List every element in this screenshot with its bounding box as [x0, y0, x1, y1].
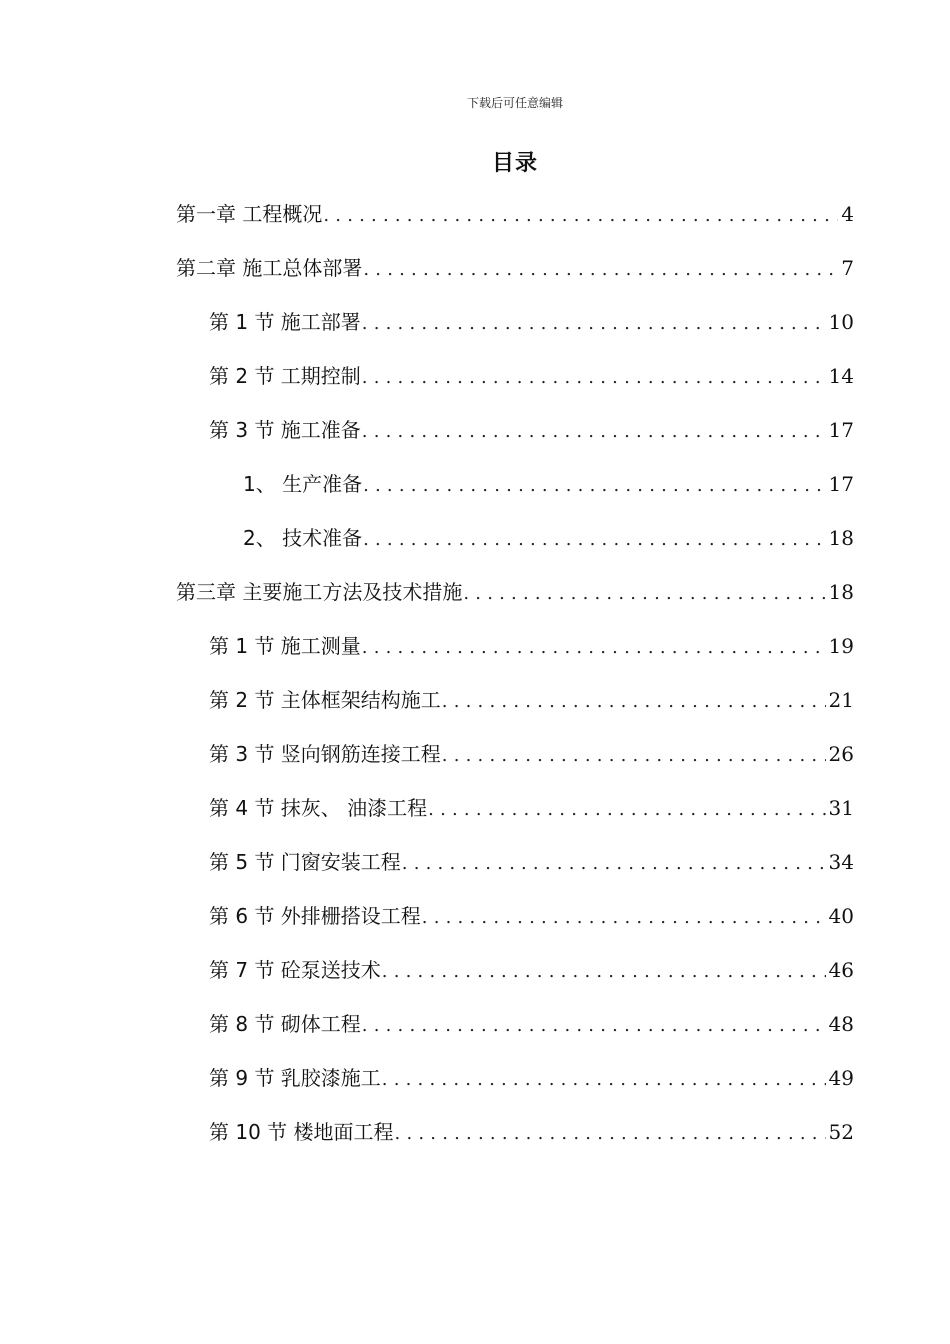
toc-dot-leader [362, 414, 826, 448]
toc-dot-leader [442, 684, 826, 718]
toc-entry-label: 第 2 节 工期控制 [209, 364, 361, 388]
toc-entry-label: 第 8 节 砌体工程 [209, 1012, 361, 1036]
toc-entry-page: 19 [828, 634, 854, 658]
toc-dot-leader [362, 306, 826, 340]
toc-entry-label: 第 5 节 门窗安装工程 [209, 850, 401, 874]
toc-entry[interactable] [209, 304, 854, 340]
toc-dot-leader [382, 954, 826, 988]
toc-dot-leader [402, 846, 826, 880]
toc-entry-label: 第 4 节 抹灰、 油漆工程 [209, 796, 428, 820]
toc-entry[interactable] [209, 1060, 854, 1096]
toc-entry-label: 2、 技术准备 [243, 526, 363, 550]
toc-entry-label: 第 2 节 主体框架结构施工 [209, 688, 441, 712]
toc-entry-page: 7 [841, 256, 854, 280]
toc-dot-leader [362, 360, 826, 394]
toc-entry[interactable] [209, 844, 854, 880]
toc-entry-label: 第 7 节 砼泵送技术 [209, 958, 381, 982]
toc-entry-label: 1、 生产准备 [243, 472, 363, 496]
toc-entry[interactable] [209, 1114, 854, 1150]
toc-entry-page: 49 [828, 1066, 854, 1090]
toc-entry[interactable] [176, 574, 854, 610]
toc-entry-page: 34 [828, 850, 854, 874]
toc-entry[interactable] [209, 790, 854, 826]
toc-dot-leader [362, 1008, 826, 1042]
toc-entry-label: 第 6 节 外排栅搭设工程 [209, 904, 421, 928]
toc-entry-page: 48 [828, 1012, 854, 1036]
toc-entry-page: 26 [828, 742, 854, 766]
toc-entry[interactable] [209, 628, 854, 664]
toc-entry-page: 31 [828, 796, 854, 820]
toc-entry-label: 第 10 节 楼地面工程 [209, 1120, 394, 1144]
toc-title: 目录 [491, 151, 538, 176]
toc-entry-label: 第 3 节 施工准备 [209, 418, 361, 442]
toc-dot-leader [363, 522, 825, 556]
toc-entry-page: 17 [828, 418, 854, 442]
toc-entry[interactable] [176, 250, 854, 286]
toc-entry-label: 第 9 节 乳胶漆施工 [209, 1066, 381, 1090]
toc-dot-leader [382, 1062, 826, 1096]
toc-entry[interactable] [176, 196, 854, 232]
toc-entry[interactable] [243, 466, 854, 502]
toc-entry-page: 10 [828, 310, 854, 334]
toc-entry-label: 第 3 节 竖向钢筋连接工程 [209, 742, 441, 766]
toc-entry[interactable] [209, 682, 854, 718]
toc-entry[interactable] [209, 358, 854, 394]
toc-entry-page: 17 [828, 472, 854, 496]
toc-entry[interactable] [209, 952, 854, 988]
toc-entry-page: 18 [828, 526, 854, 550]
toc-dot-leader [363, 252, 838, 286]
toc-dot-leader [362, 630, 826, 664]
toc-entry-label: 第 1 节 施工部署 [209, 310, 361, 334]
toc-entry-page: 18 [828, 580, 854, 604]
toc-dot-leader [323, 198, 838, 232]
toc-dot-leader [363, 468, 825, 502]
toc-entry-label: 第三章 主要施工方法及技术措施 [176, 580, 463, 604]
toc-entry-page: 40 [828, 904, 854, 928]
toc-entry-label: 第一章 工程概况 [176, 202, 323, 226]
toc-entry-page: 52 [828, 1120, 854, 1144]
toc-entry-page: 14 [828, 364, 854, 388]
toc-entry[interactable] [209, 898, 854, 934]
toc-entry-page: 46 [828, 958, 854, 982]
toc-entry[interactable] [243, 520, 854, 556]
toc-dot-leader [428, 792, 825, 826]
toc-entry[interactable] [209, 412, 854, 448]
toc-entry-page: 21 [828, 688, 854, 712]
toc-entry-label: 第 1 节 施工测量 [209, 634, 361, 658]
toc-entry-page: 4 [841, 202, 854, 226]
toc-dot-leader [463, 576, 825, 610]
header-note: 下载后可任意编辑 [466, 96, 563, 110]
toc-dot-leader [422, 900, 826, 934]
toc-dot-leader [442, 738, 826, 772]
toc-entry[interactable] [209, 736, 854, 772]
toc-entry[interactable] [209, 1006, 854, 1042]
toc-entry-label: 第二章 施工总体部署 [176, 256, 363, 280]
toc-dot-leader [395, 1116, 826, 1150]
